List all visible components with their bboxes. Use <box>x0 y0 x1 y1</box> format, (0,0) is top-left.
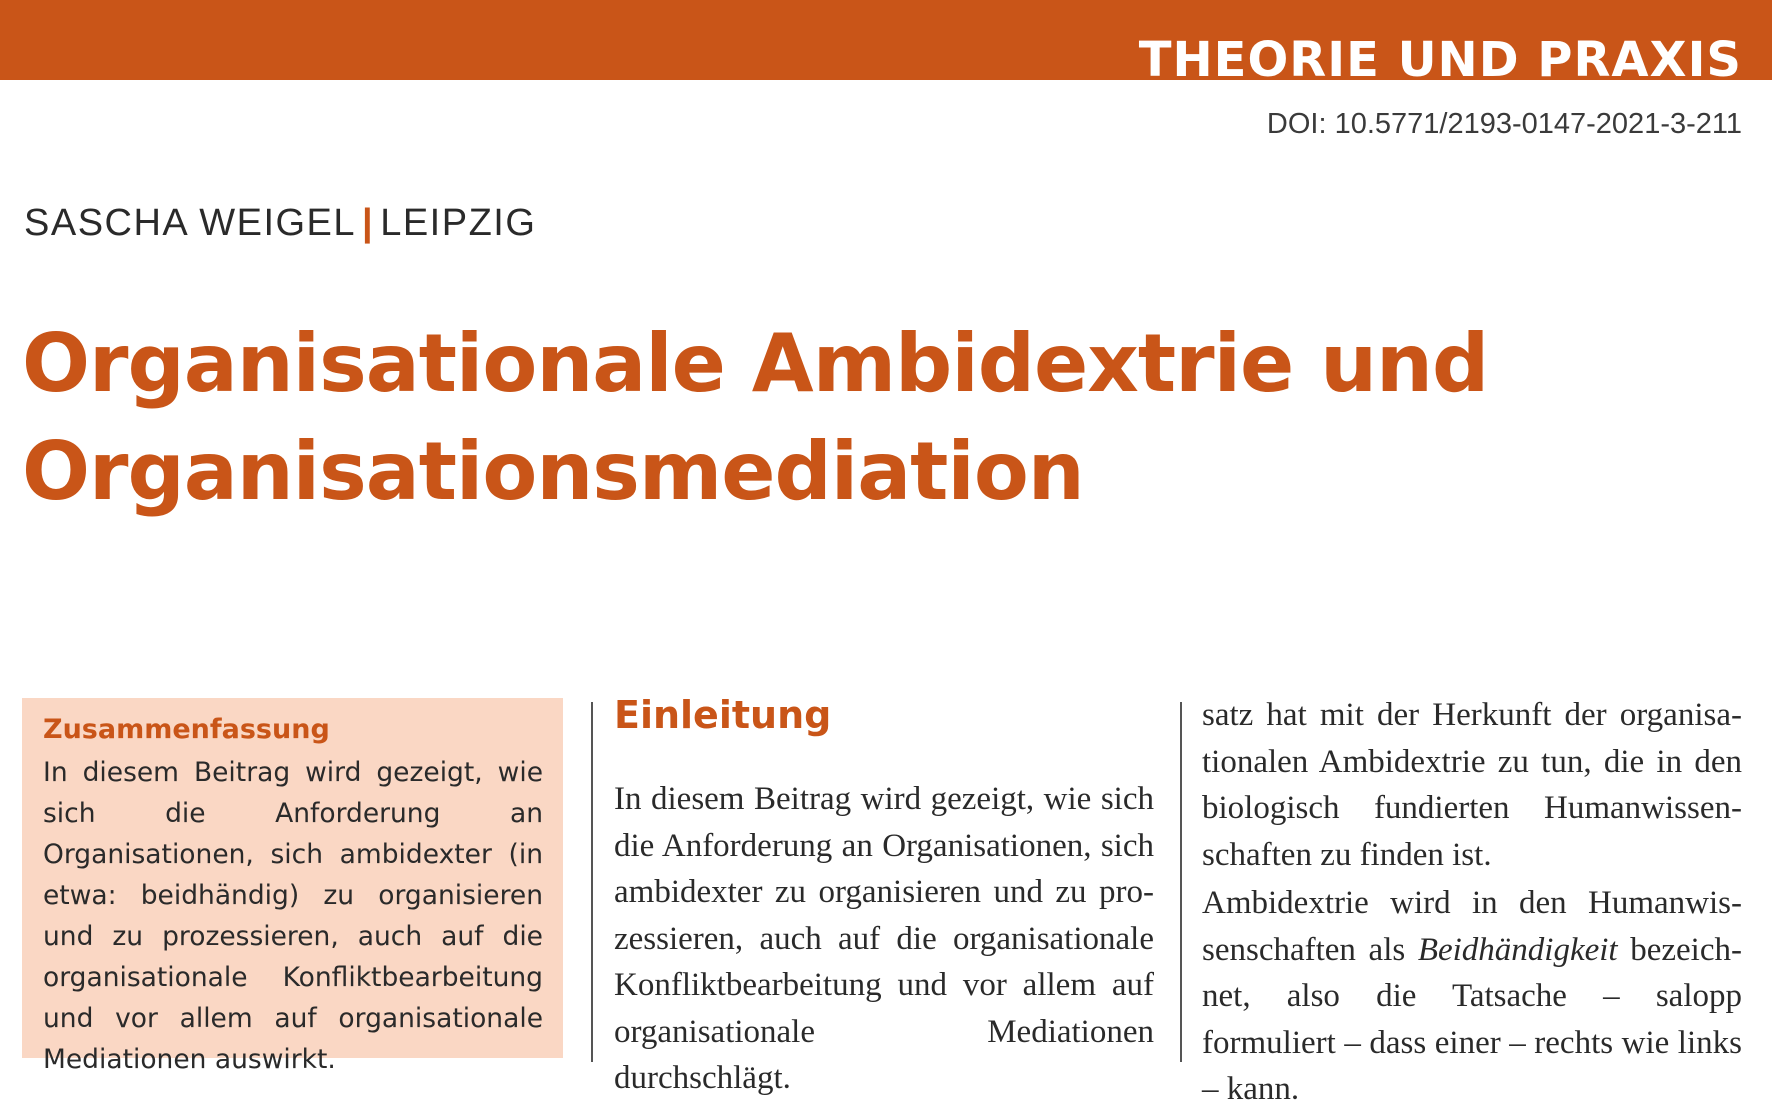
title-line-1: Organisationale Ambidextrie und <box>22 317 1489 410</box>
column-divider <box>1180 702 1182 1062</box>
intro-heading: Einleitung <box>614 693 832 737</box>
col3-paragraph-2-start: Ambidextrie wird in den Humanwissenschaften als <box>1202 885 1742 968</box>
doi-line: DOI: 10.5771/2193-0147-2021-3-211 <box>1266 108 1742 140</box>
intro-text: In diesem Beitrag wird gezeigt, wie sich die Anforderung an Organisationen, sich ambidexter zu organisieren und zu prozessieren, auch auf die organisationale Konfliktbearbeitung und vor allem auf organisationale Mediationen durchschlägt. <box>614 781 1154 1096</box>
author-name: SASCHA WEIGEL <box>24 202 357 244</box>
col3-paragraph-2-end: bezeichnet, also die Tatsache – salopp formuliert – dass einer – rechts wie links – kann. <box>1202 931 1742 1107</box>
abstract-heading: Zusammenfassung <box>43 714 330 745</box>
col3-paragraph-1: satz hat mit der Herkunft der organisationalen Ambidextrie zu tun, die in den biologisch fundierten Humanwissenschaften zu finden ist. <box>1202 697 1742 873</box>
intro-column <box>614 690 1154 1096</box>
article-title <box>22 310 1522 526</box>
author-line <box>24 202 536 245</box>
section-header-bar <box>0 0 1772 88</box>
col3-emphasis: Beidhändigkeit <box>1417 931 1618 968</box>
col3-paragraph-2 <box>1202 880 1742 1113</box>
section-label: THEORIE UND PRAXIS <box>1138 32 1742 88</box>
column-divider <box>591 702 593 1062</box>
abstract-text: In diesem Beitrag wird gezeigt, wie sich die Anforderung an Organisationen, sich ambidexter (in etwa: beidhändig) zu organisieren und zu prozessieren, auch auf die organisationale Konfliktbearbeitung und vor allem auf organisationale Mediationen auswirkt. <box>43 757 543 1075</box>
author-location: LEIPZIG <box>380 202 537 244</box>
continuation-column <box>1202 692 1742 1107</box>
author-separator: | <box>362 202 375 244</box>
title-line-2: Organisationsmediation <box>22 425 1084 518</box>
abstract-box <box>22 698 563 1075</box>
